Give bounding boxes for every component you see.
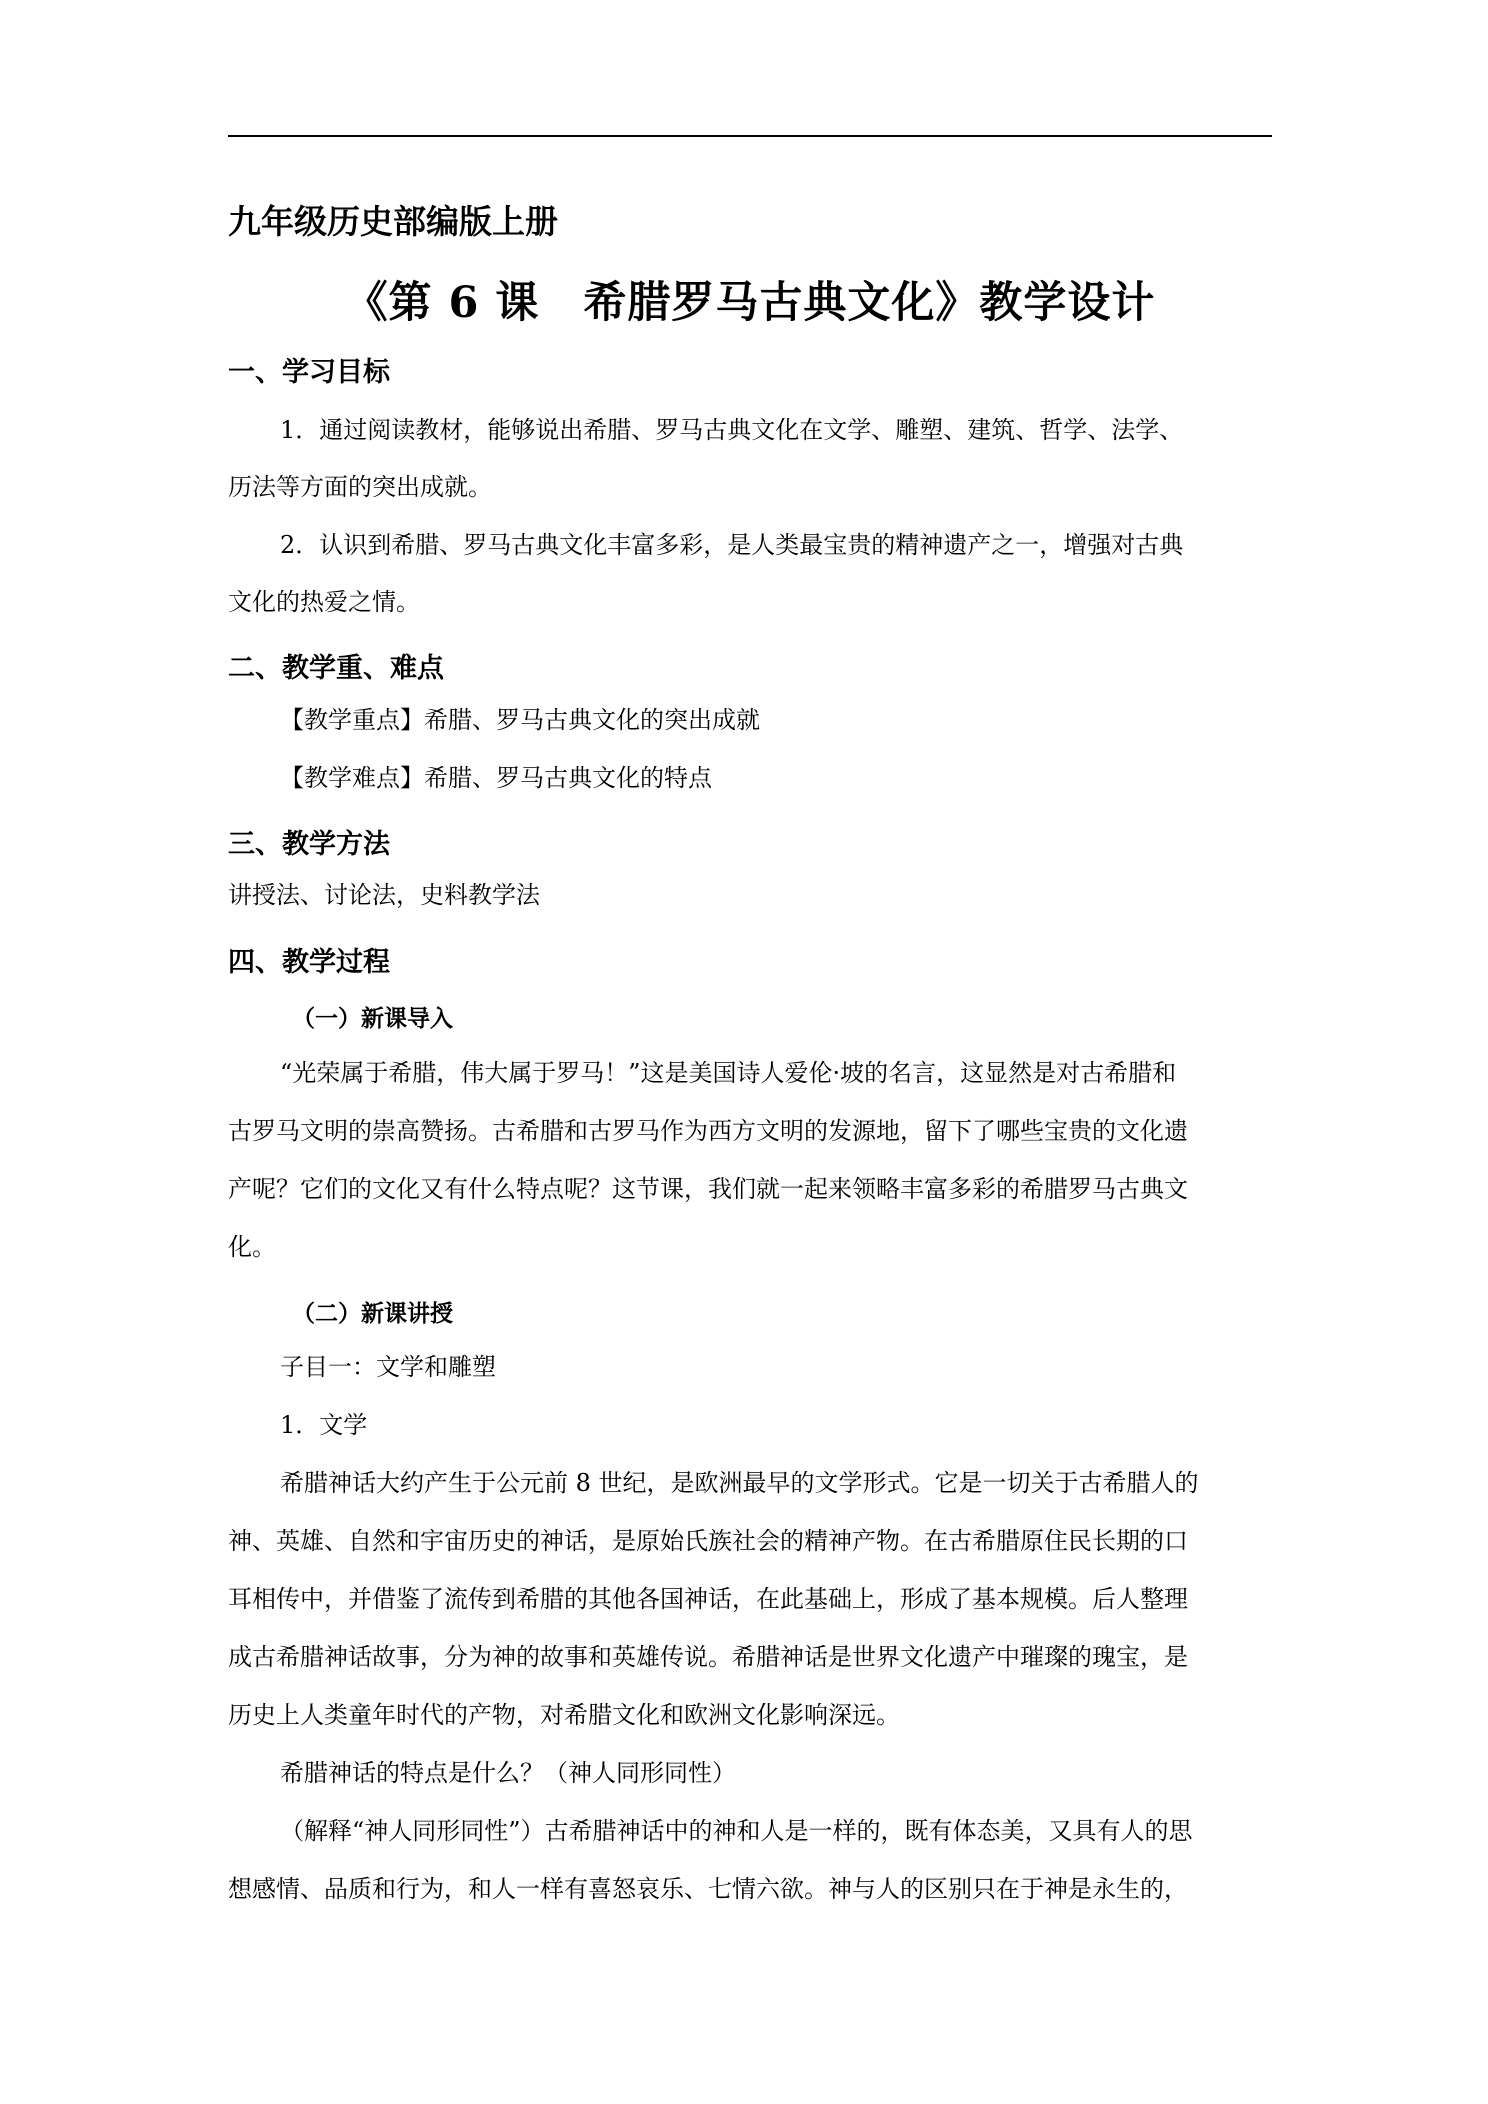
myth-line-5: 历史上人类童年时代的产物，对希腊文化和欧洲文化影响深远。 <box>228 1701 900 1729</box>
intro-heading: （一）新课导入 <box>292 1005 453 1032</box>
explain-line-1: （解释“神人同形同性”）古希腊神话中的神和人是一样的，既有体态美，又具有人的思 <box>280 1817 1193 1845</box>
subsection-1-item: 1．文学 <box>280 1411 368 1439</box>
section-heading-methods: 三、教学方法 <box>228 829 390 860</box>
myth-line-3: 耳相传中，并借鉴了流传到希腊的其他各国神话，在此基础上，形成了基本规模。后人整理 <box>228 1585 1188 1613</box>
intro-line-3: 产呢？它们的文化又有什么特点呢？这节课，我们就一起来领略丰富多彩的希腊罗马古典文 <box>228 1175 1188 1203</box>
methods-text: 讲授法、讨论法，史料教学法 <box>228 881 540 909</box>
goal-1-line-2: 历法等方面的突出成就。 <box>228 473 492 501</box>
myth-line-4: 成古希腊神话故事，分为神的故事和英雄传说。希腊神话是世界文化遗产中璀璨的瑰宝，是 <box>228 1643 1188 1671</box>
section-heading-process: 四、教学过程 <box>228 947 390 978</box>
teach-heading: （二）新课讲授 <box>292 1300 453 1327</box>
goal-2-line-2: 文化的热爱之情。 <box>228 588 420 616</box>
grade-line: 九年级历史部编版上册 <box>228 202 558 241</box>
goal-2-line-1: 2．认识到希腊、罗马古典文化丰富多彩，是人类最宝贵的精神遗产之一，增强对古典 <box>280 531 1184 559</box>
difficult-point: 【教学难点】希腊、罗马古典文化的特点 <box>280 764 712 792</box>
key-point: 【教学重点】希腊、罗马古典文化的突出成就 <box>280 706 760 734</box>
myth-line-1: 希腊神话大约产生于公元前 8 世纪，是欧洲最早的文学形式。它是一切关于古希腊人的 <box>280 1469 1199 1497</box>
myth-line-2: 神、英雄、自然和宇宙历史的神话，是原始氏族社会的精神产物。在古希腊原住民长期的口 <box>228 1527 1188 1555</box>
intro-line-1: “光荣属于希腊，伟大属于罗马！”这是美国诗人爱伦·坡的名言，这显然是对古希腊和 <box>280 1059 1177 1087</box>
explain-line-2: 想感情、品质和行为，和人一样有喜怒哀乐、七情六欲。神与人的区别只在于神是永生的， <box>228 1875 1188 1903</box>
intro-line-2: 古罗马文明的崇高赞扬。古希腊和古罗马作为西方文明的发源地，留下了哪些宝贵的文化遗 <box>228 1117 1188 1145</box>
subsection-1-title: 子目一：文学和雕塑 <box>280 1353 496 1381</box>
myth-question: 希腊神话的特点是什么？（神人同形同性） <box>280 1759 736 1787</box>
section-heading-goals: 一、学习目标 <box>228 357 390 388</box>
goal-1-line-1: 1．通过阅读教材，能够说出希腊、罗马古典文化在文学、雕塑、建筑、哲学、法学、 <box>280 416 1184 444</box>
page-title: 《第 6 课 希腊罗马古典文化》教学设计 <box>344 278 1156 328</box>
intro-line-4: 化。 <box>228 1233 276 1261</box>
section-heading-keypoints: 二、教学重、难点 <box>228 653 444 684</box>
header-rule <box>228 135 1272 137</box>
